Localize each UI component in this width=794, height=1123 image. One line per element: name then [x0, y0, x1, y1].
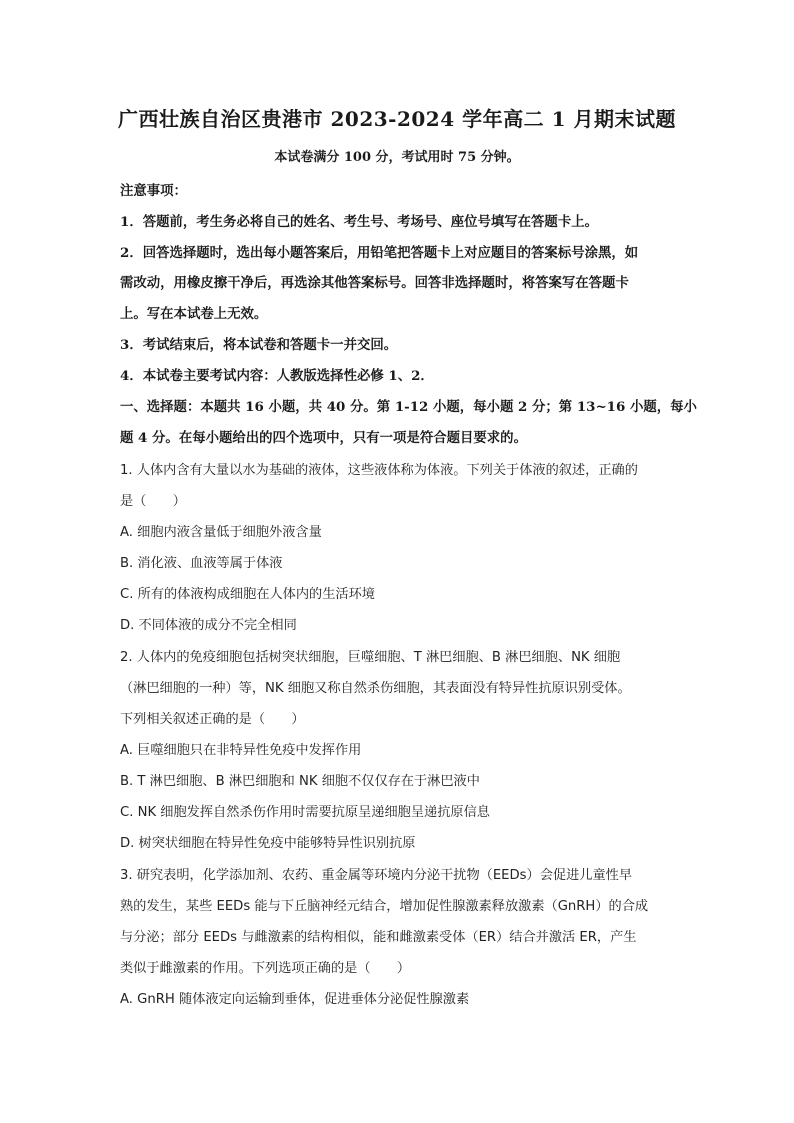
note-line: 上。写在本试卷上无效。	[120, 306, 268, 322]
question-2-option-a: A. 巨噬细胞只在非特异性免疫中发挥作用	[120, 743, 362, 758]
question-3-option-a: A. GnRH 随体液定向运输到垂体，促进垂体分泌促性腺激素	[120, 992, 470, 1007]
question-1-option-c: C. 所有的体液构成细胞在人体内的生活环境	[120, 587, 375, 602]
note-line: 3．考试结束后，将本试卷和答题卡一并交回。	[120, 337, 398, 353]
question-2-stem: （淋巴细胞的一种）等，NK 细胞又称自然杀伤细胞，其表面没有特异性抗原识别受体。	[120, 681, 631, 696]
page-title: 广西壮族自治区贵港市 2023-2024 学年高二 1 月期末试题	[118, 107, 676, 131]
exam-info: 本试卷满分 100 分，考试用时 75 分钟。	[274, 150, 520, 165]
note-line: 2．回答选择题时，选出每小题答案后，用铅笔把答题卡上对应题目的答案标号涂黑，如	[120, 245, 639, 261]
question-1-option-a: A. 细胞内液含量低于细胞外液含量	[120, 525, 322, 540]
question-2-option-b: B. T 淋巴细胞、B 淋巴细胞和 NK 细胞不仅仅存在于淋巴液中	[120, 774, 480, 789]
question-3-stem: 熟的发生，某些 EEDs 能与下丘脑神经元结合，增加促性腺激素释放激素（GnRH）的合成	[120, 899, 649, 914]
note-line: 需改动，用橡皮擦干净后，再选涂其他答案标号。回答非选择题时，将答案写在答题卡	[120, 275, 629, 291]
question-3-stem: 类似于雌激素的作用。下列选项正确的是（ ）	[120, 961, 411, 976]
question-2-option-c: C. NK 细胞发挥自然杀伤作用时需要抗原呈递细胞呈递抗原信息	[120, 805, 490, 820]
question-2-option-d: D. 树突状细胞在特异性免疫中能够特异性识别抗原	[120, 836, 416, 851]
question-2-stem: 下列相关叙述正确的是（ ）	[120, 712, 305, 727]
note-line: 4．本试卷主要考试内容：人教版选择性必修 1、2．	[120, 368, 434, 384]
section-heading: 一、选择题：本题共 16 小题，共 40 分。第 1-12 小题，每小题 2 分；第 13~16 小题，每小	[120, 399, 697, 415]
note-line: 1．答题前，考生务必将自己的姓名、考生号、考场号、座位号填写在答题卡上。	[120, 214, 598, 230]
question-1-stem: 1. 人体内含有大量以水为基础的液体，这些液体称为体液。下列关于体液的叙述，正确的	[120, 463, 638, 478]
section-heading: 题 4 分。在每小题给出的四个选项中，只有一项是符合题目要求的。	[120, 430, 527, 446]
question-3-stem: 与分泌；部分 EEDs 与雌激素的结构相似，能和雌激素受体（ER）结合并激活 ER，产生	[120, 930, 637, 945]
notes-heading: 注意事项：	[120, 183, 187, 199]
question-2-stem: 2. 人体内的免疫细胞包括树突状细胞，巨噬细胞、T 淋巴细胞、B 淋巴细胞、NK 细胞	[120, 650, 621, 665]
question-1-option-d: D. 不同体液的成分不完全相同	[120, 618, 297, 633]
question-1-stem: 是（ ）	[120, 494, 186, 509]
question-1-option-b: B. 消化液、血液等属于体液	[120, 556, 283, 571]
question-3-stem: 3. 研究表明，化学添加剂、农药、重金属等环境内分泌干扰物（EEDs）会促进儿童性早	[120, 868, 633, 883]
